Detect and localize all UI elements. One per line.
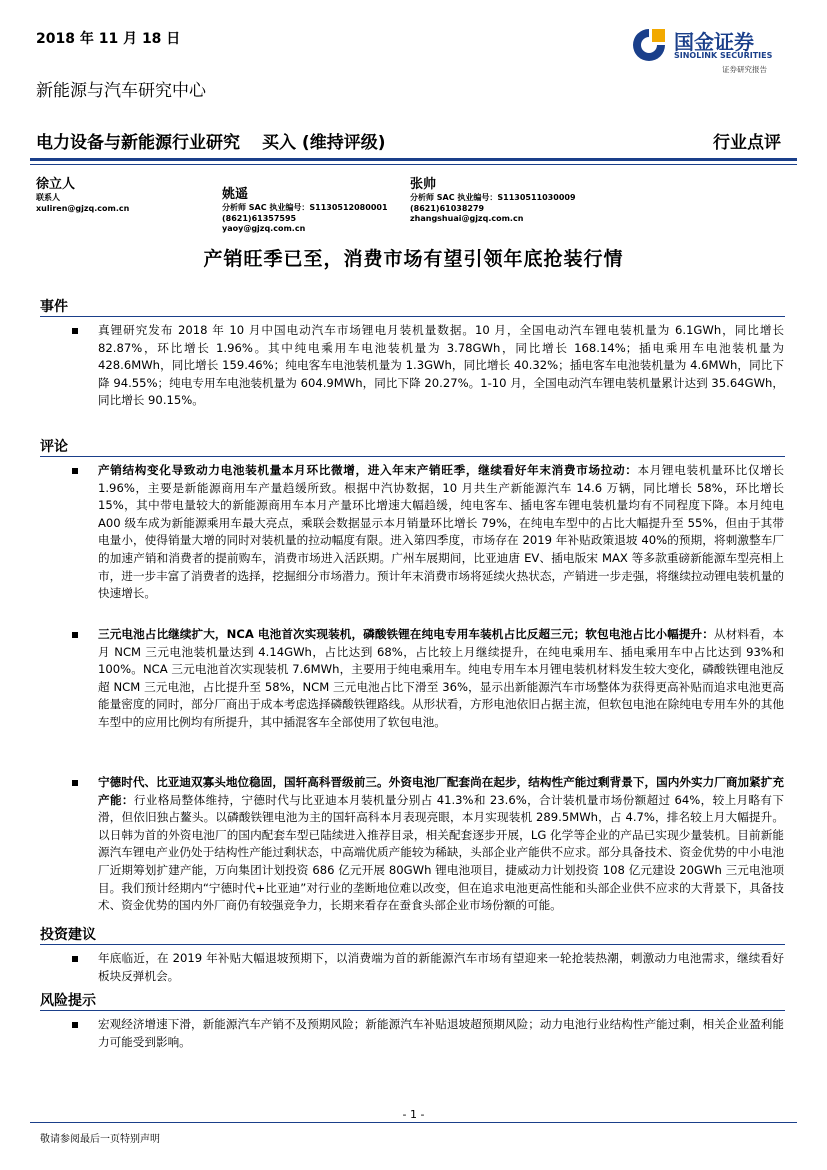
- analyst-block: [410, 176, 576, 225]
- section-rule: [40, 316, 785, 317]
- rating-label: 买入 (维持评级): [262, 133, 386, 153]
- analyst-role: 联系人: [36, 193, 60, 202]
- bullet-icon: [72, 632, 78, 638]
- paragraph-body: 行业格局整体维持，宁德时代与比亚迪本月装机量分别占 41.3%和 23.6%，合计装机量市场份额超过 64%，较上月略有下滑，但依旧独占鳌头。以磷酸铁锂电池为主的国轩高科本月表现亮眼，本月实现装机 289.5MWh，占 4.7%，排名较上月大幅提升。以日韩为首的外资电池厂的国内配套车型已陆续进入推荐目录，相关配套逐步开展，LG 化学等企业的产品已实现少量装机。目前新能源汽车锂电产业仍处于结构性产能过剩状态，中高端优质产能较为稀缺，头部企业产能供不应求。部分具备技术、资金优势的中小电池厂近期筹划扩建产能，万向集团计划投资 686 亿元开展 80GWh 锂电池项目，捷威动力计划投资 108 亿元建设 20GWh 三元电池项目。我们预计经期内“宁德时代+比亚迪”对行业的垄断地位难以改变，但在追求电池更高性能和头部企业供不应求的大背景下，具备技术、资金优势的国内外厂商仍有较强竞争力，长期来看存在蚕食头部企业市场份额的可能。: [98, 792, 784, 913]
- paragraph-lead: 三元电池占比继续扩大，NCA 电池首次实现装机，磷酸铁锂在纯电专用车装机占比反超三元；软包电池占比小幅提升：: [98, 627, 714, 641]
- analyst-role: 分析师 SAC 执业编号：S1130511030009: [410, 193, 576, 202]
- industry-title: 电力设备与新能源行业研究: [36, 133, 240, 153]
- analyst-role: 分析师 SAC 执业编号：S1130512080001: [222, 203, 388, 212]
- analyst-phone: (8621)61357595: [222, 213, 297, 223]
- analyst-name: 张帅: [410, 177, 437, 192]
- footer-rule: [30, 1122, 797, 1123]
- analyst-name: 姚遥: [222, 187, 249, 202]
- paragraph-body: 从材料看，本月 NCM 三元电池装机量达到 4.14GWh，占比达到 68%，占比较上月继续提升，在纯电乘用车、插电乘用车中占比达到 93%和 100%。NCA 三元电池首次实现装机 7.6MWh，主要用于纯电乘用车。纯电专用车本月锂电装机材料发生较大变化，磷酸铁锂电池反超 NCM 三元电池，占比提升至 58%，NCM 三元电池占比下滑至 36%，显示出新能源汽车市场整体为获得更高补贴而追求电池更高能量密度的同时，部分厂商出于成本考虑选择磷酸铁锂路线。从形状看，方形电池依旧占据主流，但软包电池在除纯电专用车外的其他车型中的应用比例均有所提升，其中插混客车全部使用了软包电池。: [98, 627, 784, 729]
- industry-rating-line: [36, 128, 385, 153]
- risk-paragraph: 宏观经济增速下滑，新能源汽车产销不及预期风险；新能源汽车补贴退坡超预期风险；动力电池行业结构性产能过剩，相关企业盈利能力可能受到影响。: [98, 1017, 784, 1049]
- section-rule: [40, 1010, 785, 1011]
- section-title-advice: 投资建议: [40, 927, 96, 943]
- advice-paragraph: 年底临近，在 2019 年补贴大幅退坡预期下，以消费端为首的新能源汽车市场有望迎来一轮抢装热潮，刺激动力电池需求，继续看好板块反弹机会。: [98, 951, 784, 983]
- analyst-email: yaoy@gjzq.com.cn: [222, 224, 306, 233]
- section-rule: [40, 944, 785, 945]
- paragraph-body: 本月锂电装机量环比仅增长 1.96%，主要是新能源商用车产量趋缓所致。根据中汽协数据，10 月共生产新能源汽车 14.6 万辆，同比增长 58%，环比增长 15%，其中带电量较大的新能源商用车本月产量环比增速大幅趋缓，纯电客车、插电客车锂电装机量均有不同程度下降。本月纯电 A00 级车成为新能源乘用车最大亮点，乘联会数据显示本月销量环比增长 79%，在纯电车型中的占比大幅提升至 55%，但由于其带电量小，使得销量大增的同时对装机量的拉动幅度有限。进入第四季度，市场存在 2019 年补贴政策退坡 40%的预期，将刺激整车厂的加速产销和消费者的提前购车，消费市场进入活跃期。广州车展期间，比亚迪唐 EV、插电版宋 MAX 等多款重磅新能源车型亮相上市，进一步丰富了消费者的选择，挖掘细分市场潜力。预计年末消费市场将延续火热状态，产销进一步走强，将继续拉动锂电装机量的快速增长。: [98, 463, 784, 601]
- analyst-block: [222, 186, 388, 235]
- analyst-block: [36, 176, 129, 214]
- event-paragraph: 真锂研究发布 2018 年 10 月中国电动汽车市场锂电月装机量数据。10 月，全国电动汽车锂电装机量为 6.1GWh，同比增长 82.87%，环比增长 1.96%。其中纯电乘用车电池装机量为 3.78GWh，同比增长 168.14%；插电乘用车电池装机量为 428.6MWh，同比增长 159.46%；纯电客车电池装机量为 1.3GWh，同比增长 40.32%；插电客车电池装机量为 4.6MWh，同比下降 94.55%；纯电专用车电池装机量为 604.9MWh，同比下降 20.27%。1-10 月，全国电动汽车锂电装机量累计达到 35.64GWh，同比增长 90.15%。: [98, 323, 784, 408]
- bullet-icon: [72, 468, 78, 474]
- analyst-phone: (8621)61038279: [410, 203, 485, 213]
- logo-chinese-name: 国金证券: [674, 30, 754, 54]
- header-rule: [30, 158, 797, 161]
- section-rule: [40, 456, 785, 457]
- report-type: 行业点评: [713, 133, 781, 153]
- paragraph-lead: 宁德时代、比亚迪双寡头地位稳固，国轩高科晋级前三。外资电池厂配套尚在起步，结构性产能过剩背景下，国内外实力厂商加紧扩充产能：: [98, 775, 784, 807]
- bullet-icon: [72, 1022, 78, 1028]
- section-title-event: 事件: [40, 299, 68, 315]
- comment-paragraph-1: [98, 462, 784, 603]
- disclaimer-note: 敬请参阅最后一页特别声明: [40, 1134, 160, 1145]
- section-title-risk: 风险提示: [40, 993, 96, 1009]
- logo-english-name: SINOLINK SECURITIES: [674, 51, 773, 60]
- research-center-name: 新能源与汽车研究中心: [36, 81, 206, 101]
- report-headline: 产销旺季已至，消费市场有望引领年底抢装行情: [203, 248, 624, 270]
- analyst-email: zhangshuai@gjzq.com.cn: [410, 214, 524, 223]
- analyst-name: 徐立人: [36, 177, 76, 192]
- logo-subtitle: 证券研究报告: [722, 65, 767, 74]
- bullet-icon: [72, 780, 78, 786]
- page-number: - 1 -: [402, 1108, 425, 1121]
- section-title-comment: 评论: [40, 439, 68, 455]
- bullet-icon: [72, 328, 78, 334]
- sinolink-logo: [630, 24, 790, 76]
- header-rule-thin: [30, 164, 797, 165]
- analyst-email: xuliren@gjzq.com.cn: [36, 203, 130, 213]
- comment-paragraph-3: [98, 774, 784, 915]
- sinolink-logo-icon: [630, 26, 668, 64]
- report-date: 2018 年 11 月 18 日: [36, 31, 181, 47]
- paragraph-lead: 产销结构变化导致动力电池装机量本月环比微增，进入年末产销旺季，继续看好年末消费市场拉动：: [98, 463, 638, 477]
- comment-paragraph-2: [98, 626, 784, 732]
- bullet-icon: [72, 956, 78, 962]
